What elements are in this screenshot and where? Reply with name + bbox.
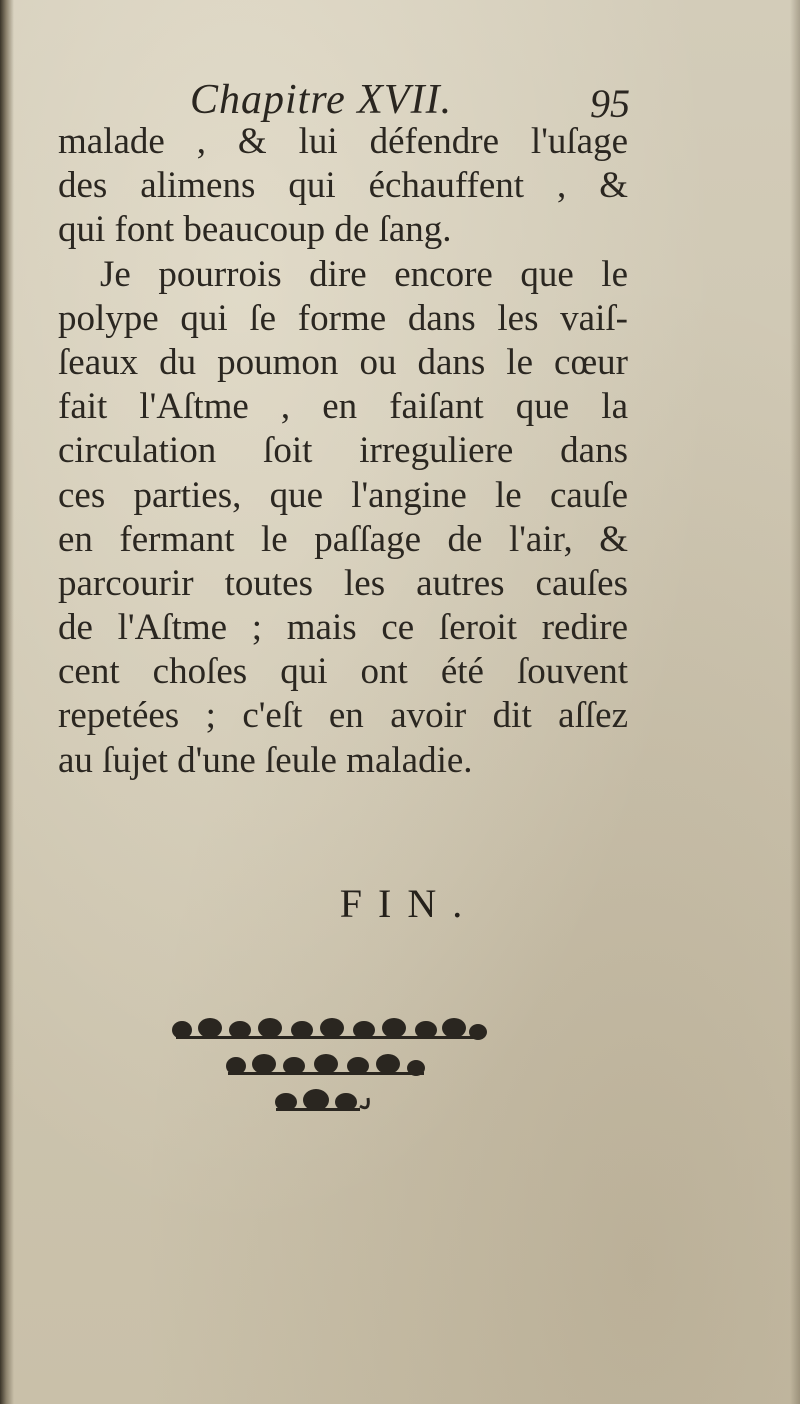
text-line: au ſujet d'une ſeule maladie. <box>58 739 473 781</box>
fin-heading: FIN. <box>339 881 479 926</box>
page-number: 95 <box>590 81 630 126</box>
text-line: parcourir toutes les autres cauſes <box>58 562 628 604</box>
running-title: Chapitre XVII. <box>190 77 453 123</box>
text-line: malade , & lui défendre l'uſage <box>58 121 628 162</box>
text-line: fait l'Aſtme , en faiſant que la <box>58 386 628 428</box>
text-line: ces parties, que l'angine le cauſe <box>58 474 628 516</box>
ornament-row-middle <box>226 1054 425 1076</box>
fleuron-ornament-icon <box>170 1010 490 1130</box>
text-line: qui font beaucoup de ſang. <box>58 209 452 251</box>
text-line: ſeaux du poumon ou dans le cœur <box>58 341 628 383</box>
text-line: en fermant le paſſage de l'air, & <box>58 518 628 560</box>
text-line: repetées ; c'eſt en avoir dit aſſez <box>58 695 628 737</box>
page-binding-shadow <box>0 0 14 1404</box>
text-line: circulation ſoit irreguliere dans <box>58 430 628 472</box>
ornament-row-bottom <box>275 1089 368 1111</box>
body-text <box>58 120 628 783</box>
ornament-row-top <box>172 1018 487 1040</box>
text-line: polype qui ſe forme dans les vaiſ- <box>58 297 628 339</box>
page-edge-shadow <box>790 0 800 1404</box>
text-line: des alimens qui échauffent , & <box>58 165 628 207</box>
text-line: de l'Aſtme ; mais ce ſeroit redire <box>58 607 628 649</box>
text-line: cent choſes qui ont été ſouvent <box>58 651 628 693</box>
text-line: Je pourrois dire encore que le <box>100 253 628 295</box>
